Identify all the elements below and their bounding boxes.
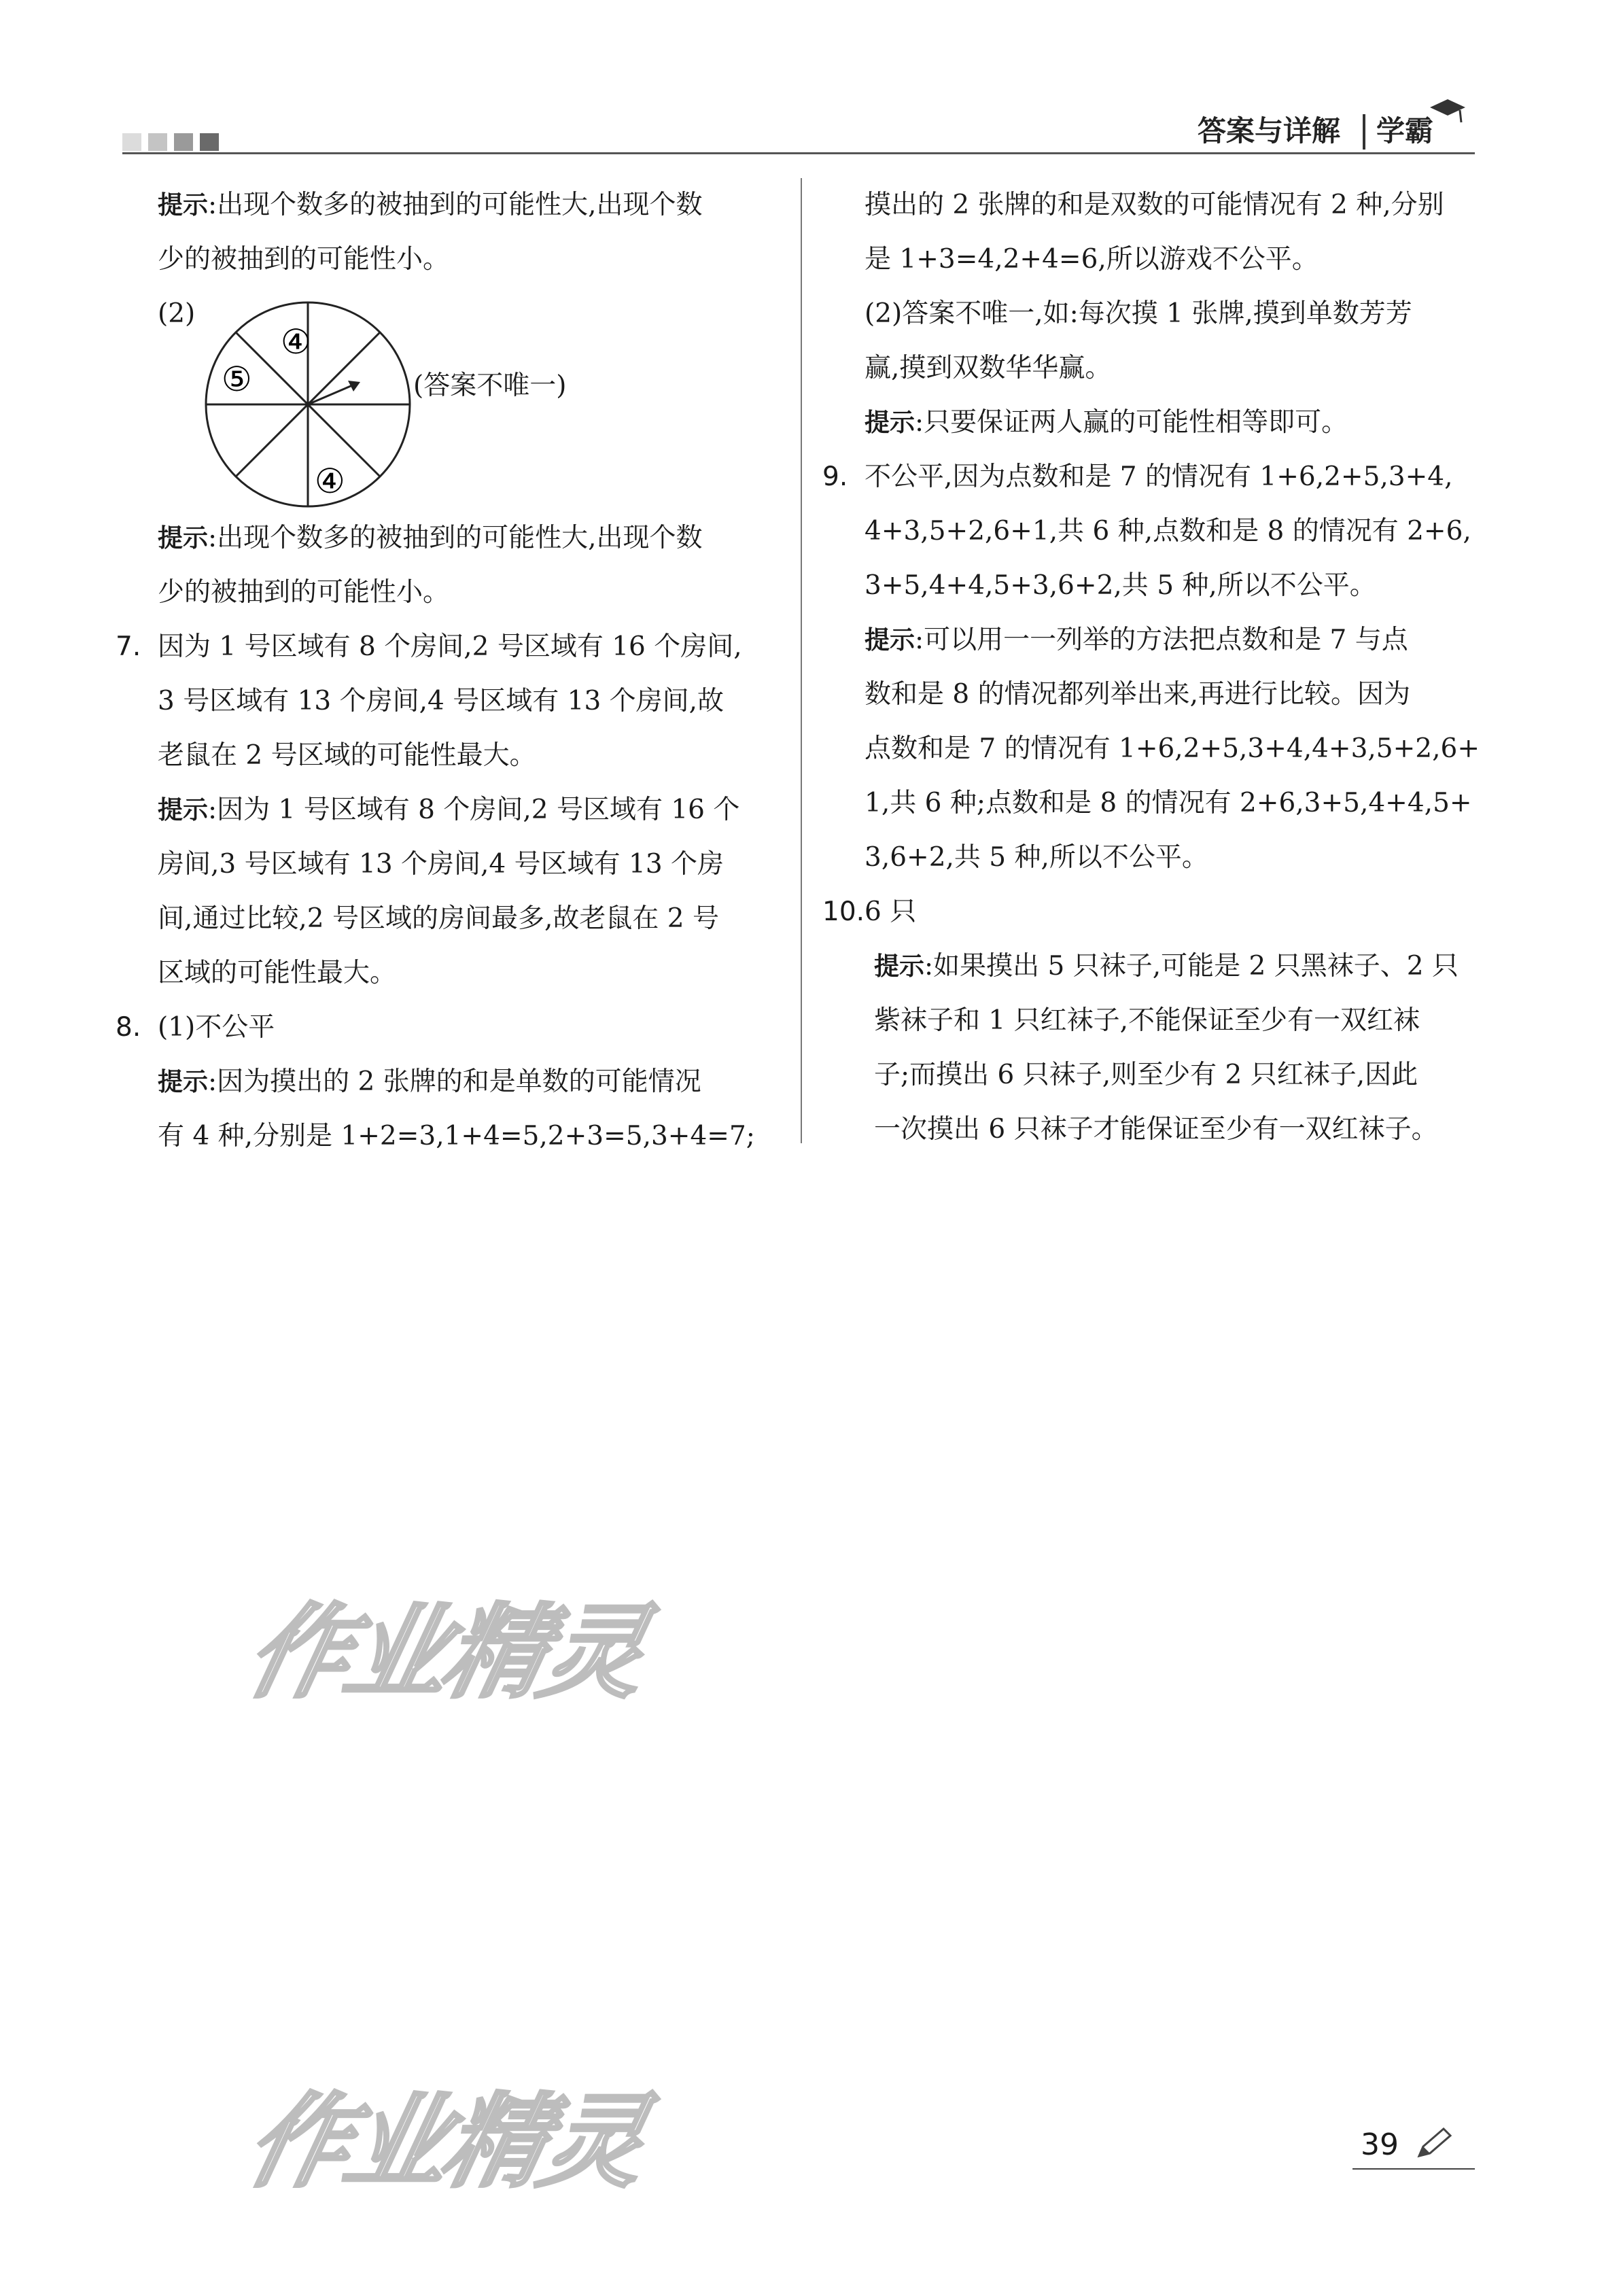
text-line: 紫袜子和 1 只红袜子,不能保证至少有一双红袜 bbox=[874, 1005, 1420, 1036]
text-line: 区域的可能性最大。 bbox=[158, 958, 397, 988]
hint-paragraph bbox=[822, 396, 1495, 450]
hint-label: 提示 bbox=[158, 190, 208, 220]
watermark: 作业精灵 bbox=[237, 1594, 654, 1712]
hint-label: 提示 bbox=[865, 625, 915, 655]
spinner-note: (答案不唯一) bbox=[413, 370, 567, 401]
text-line: 赢,摸到双数华华赢。 bbox=[865, 353, 1112, 383]
question-number: 8. bbox=[116, 1012, 141, 1043]
text-line: 有 4 种,分别是 1+2=3,1+4=5,2+3=5,3+4=7; bbox=[158, 1121, 755, 1151]
question-number: 10. bbox=[822, 897, 865, 927]
hint-label: 提示 bbox=[874, 952, 924, 981]
text-line: 3 号区域有 13 个房间,4 号区域有 13 个房间,故 bbox=[158, 686, 725, 716]
spinner-pointer bbox=[308, 384, 355, 404]
header-decoration-squares bbox=[122, 133, 219, 151]
hint-paragraph bbox=[116, 178, 788, 232]
sector-label: ④ bbox=[281, 322, 311, 362]
text-line: 是 1+3=4,2+4=6,所以游戏不公平。 bbox=[865, 244, 1319, 275]
question-7 bbox=[116, 620, 788, 674]
spinner-figure bbox=[116, 287, 788, 511]
text-line: 子;而摸出 6 只袜子,则至少有 2 只红袜子,因此 bbox=[874, 1060, 1418, 1090]
text-line: (1)不公平 bbox=[158, 1012, 275, 1043]
left-column bbox=[116, 178, 788, 1164]
text-line: :只要保证两人赢的可能性相等即可。 bbox=[915, 407, 1348, 438]
page-number: 39 bbox=[1361, 2127, 1399, 2162]
text-line: 房间,3 号区域有 13 个房间,4 号区域有 13 个房 bbox=[158, 849, 725, 880]
column-divider bbox=[801, 178, 802, 1143]
sub-question-label: (2) bbox=[158, 298, 196, 329]
hint-paragraph bbox=[116, 511, 788, 566]
question-number: 7. bbox=[116, 631, 141, 662]
hint-label: 提示 bbox=[158, 523, 208, 553]
sector-label: ④ bbox=[315, 462, 345, 501]
text-line: 因为 1 号区域有 8 个房间,2 号区域有 16 个房间, bbox=[158, 631, 742, 662]
hint-paragraph bbox=[822, 939, 1495, 994]
footer-rule bbox=[1352, 2168, 1475, 2170]
text-line: 少的被抽到的可能性小。 bbox=[158, 244, 450, 275]
text-line: :出现个数多的被抽到的可能性大,出现个数 bbox=[208, 190, 703, 220]
text-line: 一次摸出 6 只袜子才能保证至少有一双红袜子。 bbox=[874, 1114, 1438, 1145]
text-line: 少的被抽到的可能性小。 bbox=[158, 577, 450, 608]
header-title: 答案与详解 bbox=[1198, 114, 1341, 147]
question-number: 9. bbox=[822, 462, 848, 492]
text-line: 4+3,5+2,6+1,共 6 种,点数和是 8 的情况有 2+6, bbox=[865, 516, 1471, 546]
text-line: :因为 1 号区域有 8 个房间,2 号区域有 16 个 bbox=[208, 795, 740, 825]
hint-paragraph bbox=[822, 613, 1495, 667]
text-line: :出现个数多的被抽到的可能性大,出现个数 bbox=[208, 523, 703, 553]
spinner-wheel bbox=[203, 299, 413, 510]
header-brand: 学霸 bbox=[1376, 114, 1434, 147]
text-line: 6 只 bbox=[865, 897, 917, 927]
text-line: 3+5,4+4,5+3,6+2,共 5 种,所以不公平。 bbox=[865, 570, 1376, 601]
header-rule bbox=[122, 152, 1475, 154]
text-line: 老鼠在 2 号区域的可能性最大。 bbox=[158, 740, 536, 771]
header-separator bbox=[1363, 114, 1365, 150]
hint-paragraph bbox=[116, 1055, 788, 1109]
hint-label: 提示 bbox=[158, 1067, 208, 1096]
question-8 bbox=[116, 1001, 788, 1055]
question-10 bbox=[822, 885, 1495, 939]
hint-label: 提示 bbox=[158, 795, 208, 824]
text-line: :可以用一一列举的方法把点数和是 7 与点 bbox=[915, 625, 1408, 655]
question-9 bbox=[822, 450, 1495, 504]
hint-label: 提示 bbox=[865, 408, 915, 437]
right-column bbox=[822, 178, 1495, 1157]
text-line: 点数和是 7 的情况有 1+6,2+5,3+4,4+3,5+2,6+ bbox=[865, 733, 1480, 764]
text-line: (2)答案不唯一,如:每次摸 1 张牌,摸到单数芳芳 bbox=[865, 298, 1412, 329]
watermark: 作业精灵 bbox=[237, 2083, 654, 2202]
text-line: :因为摸出的 2 张牌的和是单数的可能情况 bbox=[208, 1066, 701, 1097]
text-line: 3,6+2,共 5 种,所以不公平。 bbox=[865, 842, 1208, 873]
text-line: 间,通过比较,2 号区域的房间最多,故老鼠在 2 号 bbox=[158, 903, 720, 934]
hint-paragraph bbox=[116, 783, 788, 837]
pencil-icon bbox=[1414, 2126, 1454, 2160]
graduation-cap-icon bbox=[1427, 95, 1468, 129]
sector-label: ⑤ bbox=[222, 360, 252, 399]
text-line: 不公平,因为点数和是 7 的情况有 1+6,2+5,3+4, bbox=[865, 462, 1453, 492]
text-line: 摸出的 2 张牌的和是双数的可能情况有 2 种,分别 bbox=[865, 190, 1444, 220]
text-line: 数和是 8 的情况都列举出来,再进行比较。因为 bbox=[865, 679, 1411, 710]
text-line: :如果摸出 5 只袜子,可能是 2 只黑袜子、2 只 bbox=[924, 951, 1459, 981]
text-line: 1,共 6 种;点数和是 8 的情况有 2+6,3+5,4+4,5+ bbox=[865, 788, 1472, 818]
